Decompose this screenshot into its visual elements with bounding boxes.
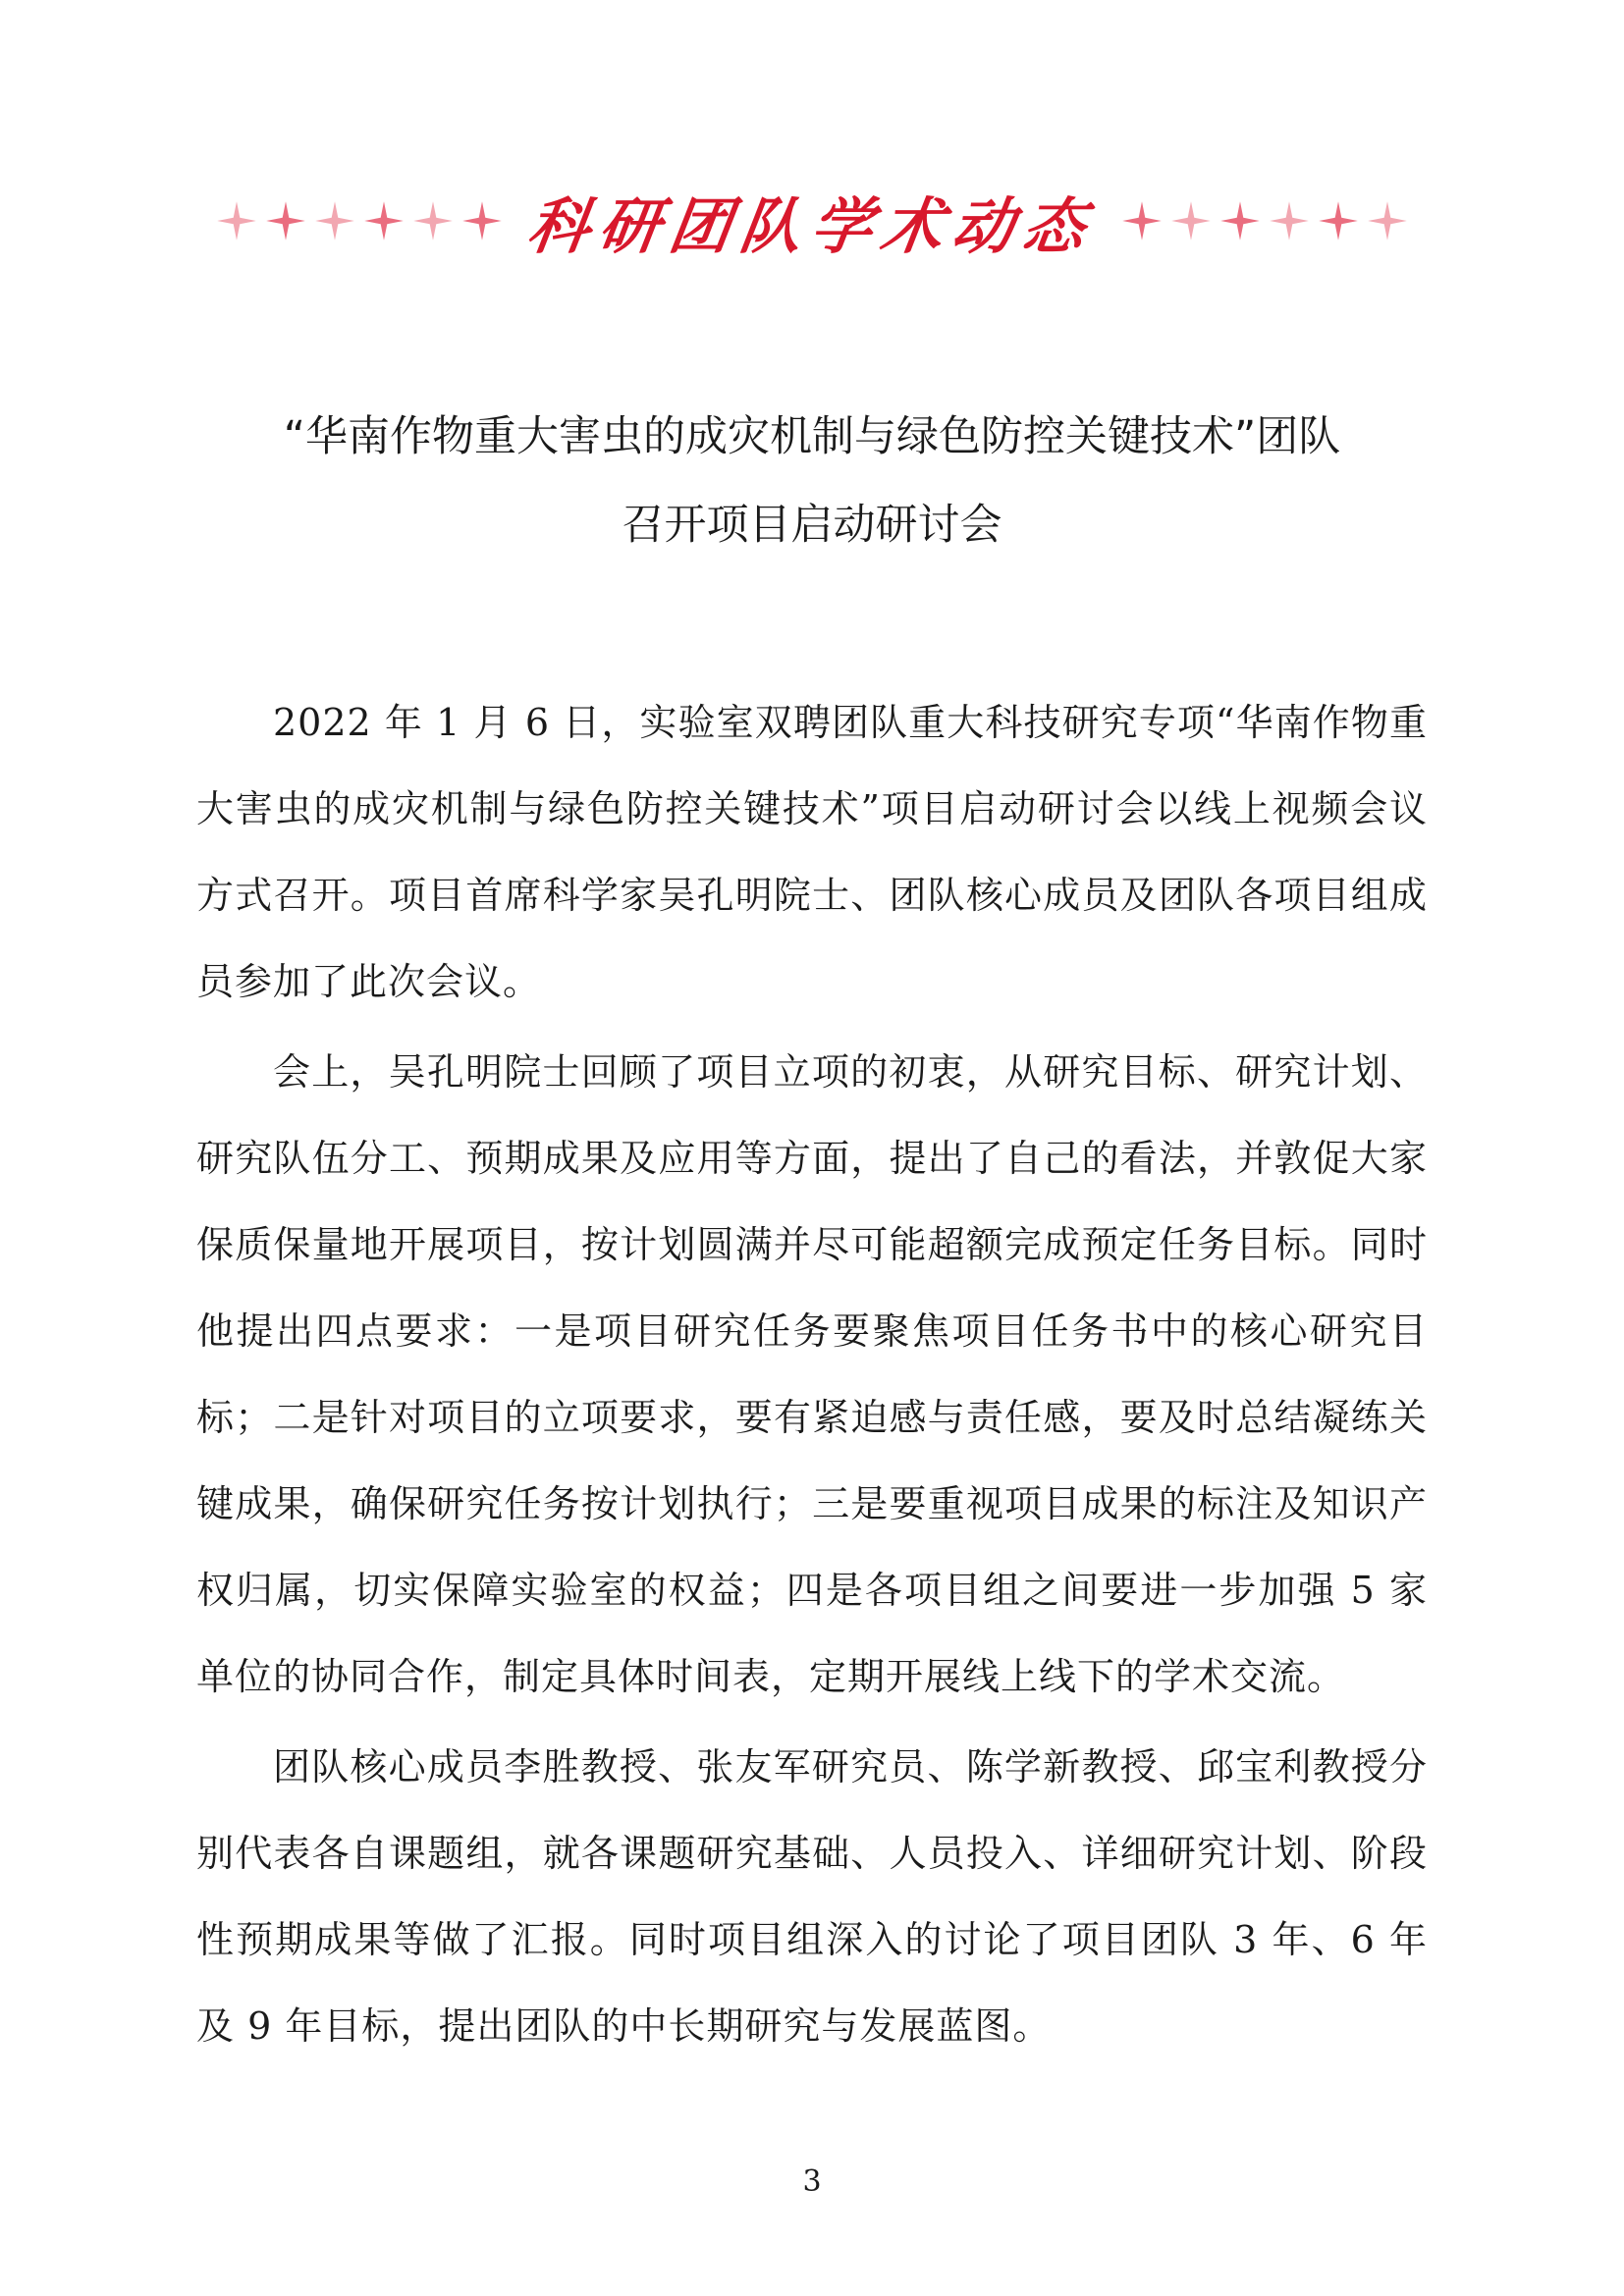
paragraph-1: 2022 年 1 月 6 日，实验室双聘团队重大科技研究专项“华南作物重大害虫的成灾机制与绿色防控关键技术”项目启动研讨会以线上视频会议方式召开。项目首席科学家吴孔明院士、团队核心成员及团队各项目组成员参加了此次会议。 [196,701,1428,1003]
heading-line-2: 召开项目启动研讨会 [622,501,1002,550]
banner [0,167,1624,275]
star-icon [1120,199,1164,242]
star-icon [362,199,406,242]
article-heading [196,393,1428,569]
star-icon [1218,199,1262,242]
star-icon [313,199,356,242]
star-icon [411,199,455,242]
banner-stars-left [215,199,504,242]
star-icon [1268,199,1311,242]
star-icon [264,199,307,242]
paragraph-3: 团队核心成员李胜教授、张友军研究员、陈学新教授、邱宝利教授分别代表各自课题组，就各课题研究基础、人员投入、详细研究计划、阶段性预期成果等做了汇报。同时项目组深入的讨论了项目团队 3 年、6 年及 9 年目标，提出团队的中长期研究与发展蓝图。 [196,1745,1428,2048]
article-body [196,679,1428,2073]
star-icon [1366,199,1409,242]
banner-stars-right [1120,199,1409,242]
paragraph-2: 会上，吴孔明院士回顾了项目立项的初衷，从研究目标、研究计划、研究队伍分工、预期成果及应用等方面，提出了自己的看法，并敦促大家保质保量地开展项目，按计划圆满并尽可能超额完成预定任务目标。同时他提出四点要求：一是项目研究任务要聚焦项目任务书中的核心研究目标；二是针对项目的立项要求，要有紧迫感与责任感，要及时总结凝练关键成果，确保研究任务按计划执行；三是要重视项目成果的标注及知识产权归属，切实保障实验室的权益；四是各项目组之间要进一步加强 5 家单位的协同合作，制定具体时间表，定期开展线上线下的学术交流。 [196,1050,1428,1698]
heading-line-1: “华南作物重大害虫的成灾机制与绿色防控关键技术”团队 [283,412,1341,461]
page-number: 3 [802,2164,822,2199]
star-icon [1317,199,1360,242]
star-icon [460,199,504,242]
star-icon [1169,199,1213,242]
star-icon [215,199,258,242]
banner-title: 科研团队学术动态 [523,189,1100,262]
